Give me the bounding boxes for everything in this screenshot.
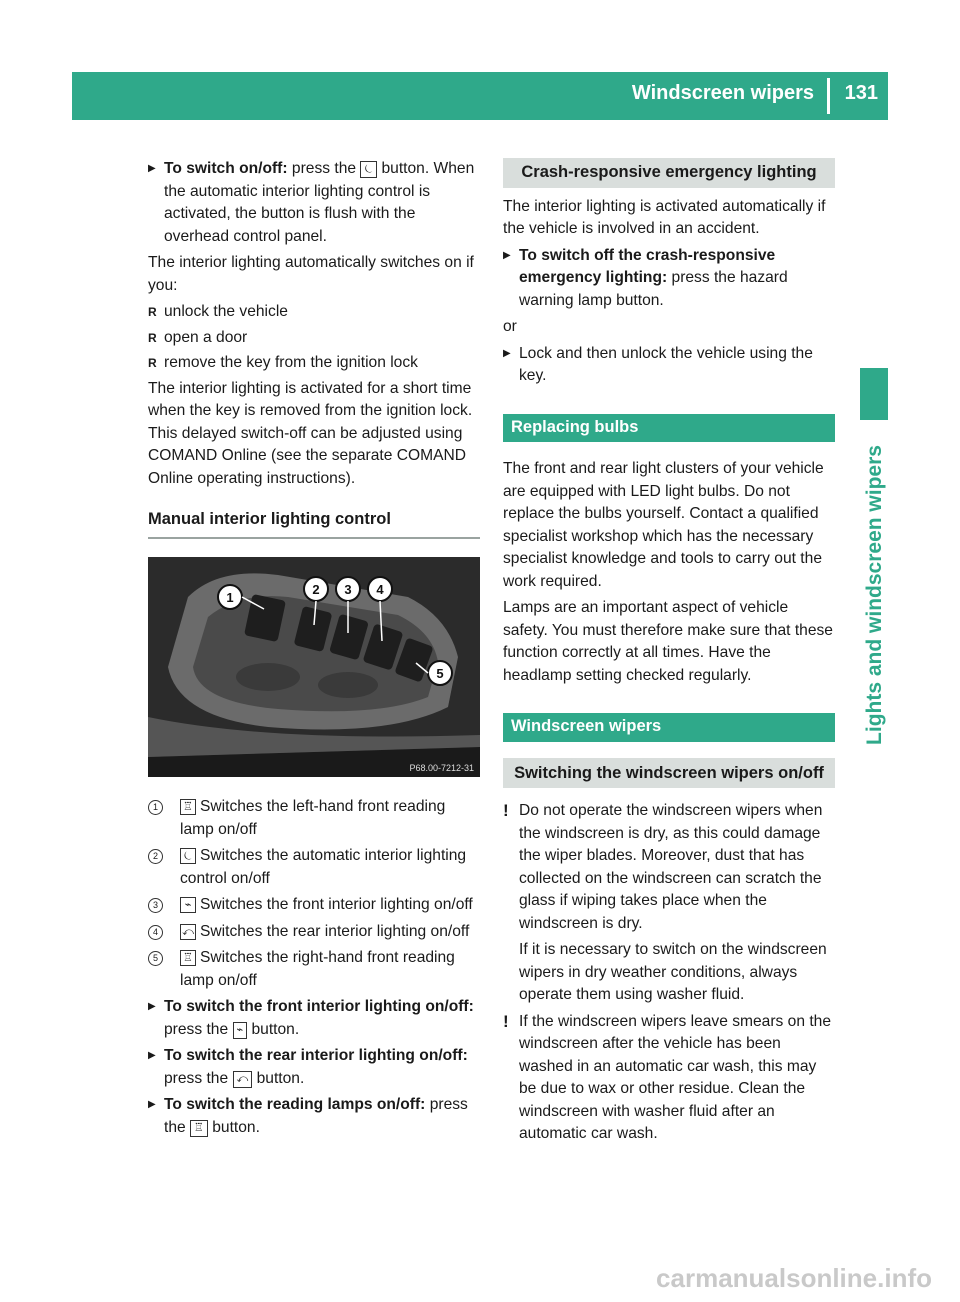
legend-text: Switches the right-hand front reading lamp on/off <box>180 949 455 989</box>
photo-code: P68.00-7212-31 <box>409 762 474 773</box>
front-light-icon: ⌁ <box>180 897 196 913</box>
subheading-manual-lighting: Manual interior lighting control <box>148 508 480 539</box>
step-label: To switch the front interior lighting on/off: <box>164 998 474 1015</box>
step-text: press the <box>291 160 357 177</box>
legend-text: Switches the rear interior lighting on/off <box>200 922 470 940</box>
section-crash-lighting: Crash-responsive emergency lighting <box>503 158 835 188</box>
callout-5-label: 5 <box>436 665 444 681</box>
header-title: Windscreen wipers <box>631 82 814 104</box>
front-light-key-icon: ⌁ <box>233 1022 248 1039</box>
step-text: press the <box>164 1096 468 1136</box>
step-text: press the hazard warning lamp button. <box>519 269 788 309</box>
bullet-item: R open a door <box>148 327 480 350</box>
step-label: To switch off the crash-responsive emergency lighting: <box>519 246 776 286</box>
step-text: button. <box>256 1069 305 1087</box>
step-text: When the automatic interior lighting control is activated, the button is flush with the overhead control panel. <box>164 160 475 245</box>
step-switch-on-off <box>148 158 480 248</box>
left-column <box>148 158 480 1143</box>
photo-lens-left <box>236 663 300 691</box>
warning-text: If the windscreen wipers leave smears on the windscreen after the vehicle has been washed in an automatic car wash, this may be due to wax or other residue. Clean the windscreen with washer fluid after an automatic car wash. <box>519 1012 832 1142</box>
paragraph: The interior lighting is activated automatically if the vehicle is involved in an accident. <box>503 197 826 237</box>
bullet-item: R remove the key from the ignition lock <box>148 352 480 375</box>
right-column <box>503 158 835 1150</box>
step-text: press the <box>164 1020 229 1038</box>
section-replacing-bulbs: Replacing bulbs <box>503 414 835 443</box>
callout-1-label: 1 <box>226 589 234 605</box>
or-text: or <box>503 318 517 335</box>
warning-text: Do not operate the windscreen wipers when the windscreen is dry, as this could damage the wiper blades. Moreover, dust that has collected on the windscreen can scratch the glass if wiping takes place when the windscreen is dry. <box>519 802 823 932</box>
warning-text: If it is necessary to switch on the windscreen wipers in dry weather conditions, always operate them using washer fluid. <box>519 941 827 1003</box>
side-tab-marker <box>860 368 888 420</box>
step-lock-unlock: ▶ Lock and then unlock the vehicle using the key. <box>503 343 835 388</box>
warning-icon: ! <box>503 1011 509 1031</box>
auto-light-icon: ⏾ <box>180 848 196 864</box>
legend-text: Switches the automatic interior lighting control on/off <box>180 847 467 887</box>
step-text: button. <box>381 160 430 177</box>
step-text: button. <box>251 1020 300 1038</box>
step-text: press the <box>164 1069 229 1087</box>
step-label: To switch the reading lamps on/off: <box>164 1096 426 1113</box>
photo-lens-right <box>318 672 378 698</box>
warning-dry-windscreen <box>503 800 835 1007</box>
bullet-item: R unlock the vehicle <box>148 301 480 324</box>
overhead-control-panel-photo <box>148 557 480 777</box>
reading-lamp-key-icon: ♖ <box>190 1120 208 1137</box>
callout-2-label: 2 <box>312 581 320 597</box>
legend-item-1 <box>148 796 480 841</box>
rear-light-key-icon: ⤺ <box>233 1071 253 1088</box>
legend-text: Switches the left-hand front reading lamp on/off <box>180 798 446 838</box>
reading-lamp-icon: ♖ <box>180 950 196 966</box>
legend-item-5 <box>148 947 480 992</box>
side-chapter-label <box>855 430 895 760</box>
legend-number: 5 <box>148 951 163 966</box>
section-switching-wipers: Switching the windscreen wipers on/off <box>503 758 835 789</box>
paragraph: The interior lighting automatically switches on if you: <box>148 254 474 294</box>
legend-number: 2 <box>148 849 163 864</box>
paragraph: The interior lighting is activated for a short time when the key is removed from the ignition lock. This delayed switch-off can be adjusted using COMAND Online (see the separate COMAND Online operating instructions). <box>148 379 473 487</box>
rear-light-icon: ⤺ <box>180 924 196 940</box>
step-switch-off-crash-lighting <box>503 245 835 313</box>
legend-text: Switches the front interior lighting on/off <box>200 896 473 913</box>
legend-item-2 <box>148 845 480 890</box>
step-rear-lighting <box>148 1045 480 1090</box>
header-divider <box>827 78 830 114</box>
step-label: To switch on/off: <box>164 160 288 177</box>
step-label: To switch the rear interior lighting on/off: <box>164 1047 468 1064</box>
step-text: button. <box>212 1118 260 1136</box>
step-front-lighting <box>148 996 480 1041</box>
callout-4-label: 4 <box>376 581 384 597</box>
side-chapter-text: Lights and windscreen wipers <box>863 445 886 745</box>
page-header <box>72 72 888 120</box>
warning-icon: ! <box>503 801 509 820</box>
legend-item-4 <box>148 921 480 944</box>
step-reading-lamps <box>148 1094 480 1139</box>
auto-light-key-icon: ⏾ <box>360 161 377 178</box>
footer-watermark: carmanualsonline.info <box>656 1263 932 1293</box>
paragraph: The front and rear light clusters of your vehicle are equipped with LED light bulbs. Do not replace the bulbs yourself. Contact a qualified specialist workshop which has the necessary specialist knowledge and tools to carry out the work required. <box>503 460 824 590</box>
paragraph: Lamps are an important aspect of vehicle safety. You must therefore make sure that these function correctly at all times. Have the headlamp setting checked regularly. <box>503 599 833 684</box>
legend-number: 1 <box>148 800 163 815</box>
legend-number: 3 <box>148 898 163 913</box>
reading-lamp-icon: ♖ <box>180 799 196 815</box>
page-number: 131 <box>844 82 878 104</box>
section-windscreen-wipers: Windscreen wipers <box>503 713 835 742</box>
legend-number: 4 <box>148 925 163 940</box>
callout-3-label: 3 <box>344 581 352 597</box>
warning-smears <box>503 1011 835 1146</box>
legend-item-3 <box>148 894 480 917</box>
